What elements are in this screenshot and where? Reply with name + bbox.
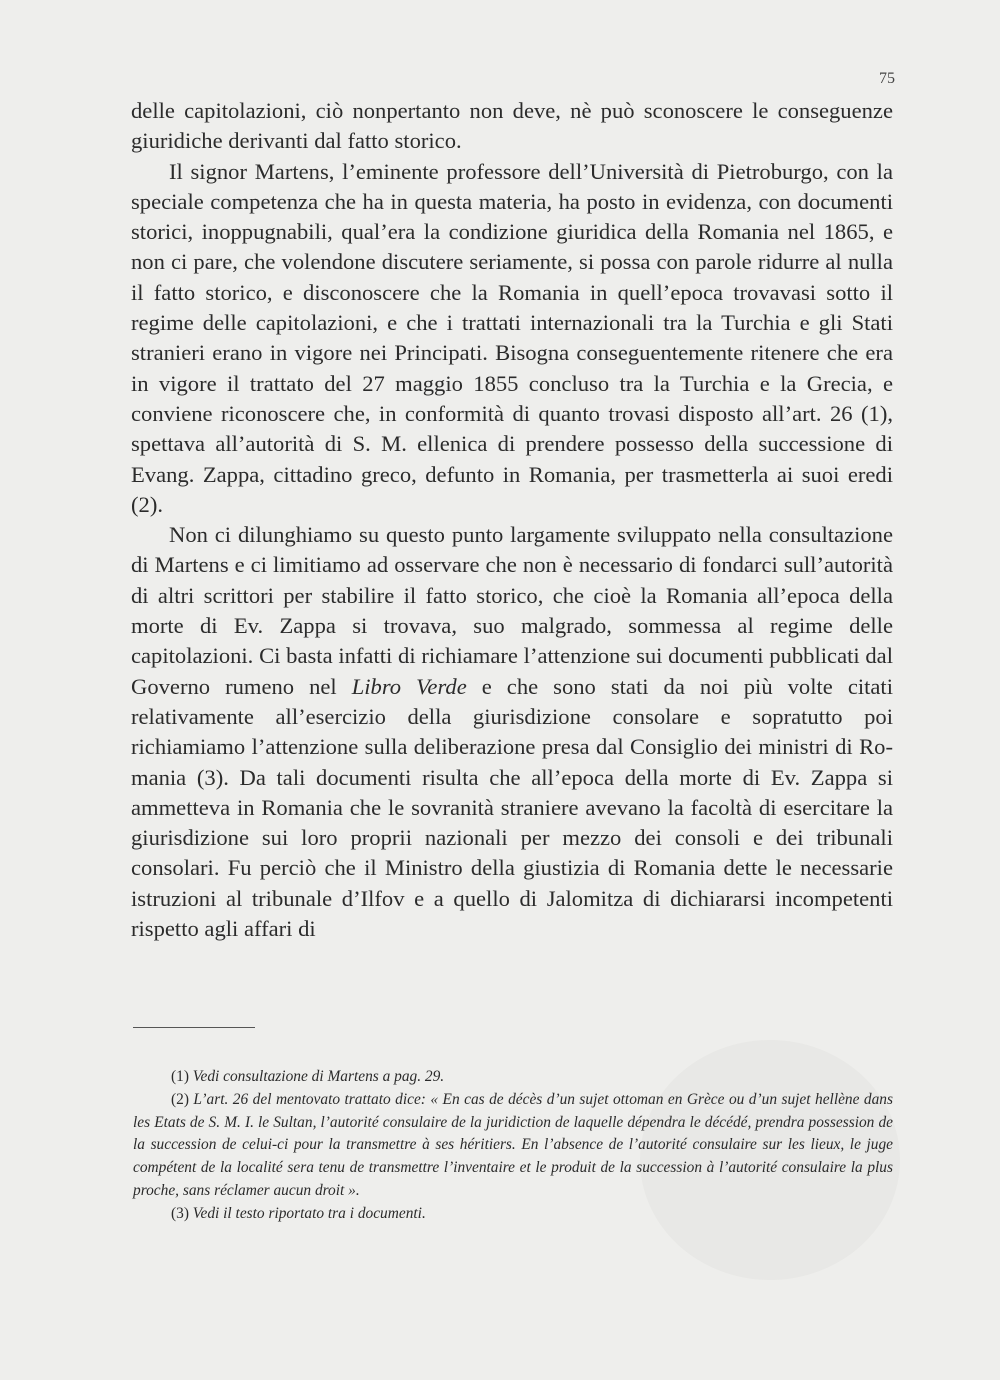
footnotes bbox=[133, 1066, 893, 1226]
footnote-text: Vedi il testo riportato tra i documenti. bbox=[188, 1204, 426, 1222]
body-text bbox=[131, 96, 893, 944]
text-segment: delle capitolazioni, ciò nonpertanto non deve, nè può sconoscere le conseguenze giuridiche derivanti dal fatto storico. bbox=[131, 98, 893, 154]
text-segment: Non ci dilunghiamo su questo punto largamente sviluppato nella consultazione di Martens e ci limitiamo ad osservare che non è necessario di fondarci sull’autorità di altri scrittori per stabilire il fatto storico, che cioè la Romania all’epoca della morte di Ev. Zappa si trovava, suo malgrado, sommessa al regime delle capitolazioni. Ci basta infatti di richiamare l’attenzione sui documenti pubblicati dal Governo rumeno nel bbox=[131, 522, 893, 699]
emphasized-text: Libro Verde bbox=[351, 673, 467, 699]
paragraph bbox=[131, 520, 893, 944]
text-segment: Il signor Martens, l’eminente professore dell’Università di Pietroburgo, con la speciale competenza che ha in questa materia, ha posto in evidenza, con documenti storici, inoppugnabili, qual’era la condizione giuridica della Romania nel 1865, e non ci pare, che volendone discutere seriamente, si possa con parole ridurre al nulla il fatto storico, e disconoscere che la Romania in quell’epoca trovavasi sotto il regime delle capitolazioni, e che i trattati internazionali tra la Turchia e gli Stati stranieri erano in vigore nei Principati. Bisogna conseguentemente ritenere che era in vigore il trattato del 27 maggio 1855 concluso tra la Turchia e la Grecia, e conviene riconoscere che, in conformità di quanto trovasi disposto all’art. 26 (1), spettava all’autorità di S. M. ellenica di prendere possesso della successione di Evang. Zappa, cittadino greco, defunto in Romania, per trasmetterla ai suoi eredi (2). bbox=[131, 158, 893, 517]
page-number: 75 bbox=[879, 70, 895, 87]
paragraph bbox=[131, 157, 893, 521]
footnote-mark: (1) bbox=[171, 1068, 189, 1085]
footnote-mark: (2) bbox=[171, 1090, 189, 1108]
footnote bbox=[133, 1089, 893, 1203]
footnote-separator bbox=[133, 1027, 255, 1028]
footnote-mark: (3) bbox=[171, 1204, 189, 1222]
paragraph bbox=[131, 96, 893, 157]
footnote-text: Vedi consultazione di Martens a pag. 29. bbox=[188, 1068, 445, 1085]
footnote-text: L’art. 26 del mentovato trattato dice: « En cas de décès d’un sujet ottoman en Grèce ou d’un sujet hellène dans les Etats de S. M. I. le Sultan, l’autorité consulaire de la juridiction de laquelle dépendra le décédé, prendra possession de la succession de celui-ci pour la transmettre à ses héritiers. En l’absence de l’autorité consulaire sur les lieux, le juge compétent de la localité sera tenu de transmettre l’inventaire et le produit de la succession à l’autorité consulaire la plus proche, sans réclamer aucun droit ». bbox=[133, 1090, 893, 1199]
text-segment: e che sono stati da noi più volte citati relativamente all’esercizio della giurisdizione consolare e sopratutto poi richiamiamo l’attenzione sulla deliberazione presa dal Consiglio dei ministri di Romania (3). Da tali documenti risulta che all’epoca della morte di Ev. Zappa si ammetteva in Romania che le sovranità straniere avevano la facoltà di esercitare la giurisdizione sui loro proprii nazionali per mezzo dei consoli e dei tribunali consolari. Fu perciò che il Ministro della giustizia di Romania dette le necessarie istruzioni al tribunale d’Ilfov e a quello di Jalomitza di dichiararsi incompetenti rispetto agli affari di bbox=[131, 673, 893, 942]
footnote bbox=[133, 1203, 893, 1226]
footnote bbox=[133, 1066, 893, 1089]
